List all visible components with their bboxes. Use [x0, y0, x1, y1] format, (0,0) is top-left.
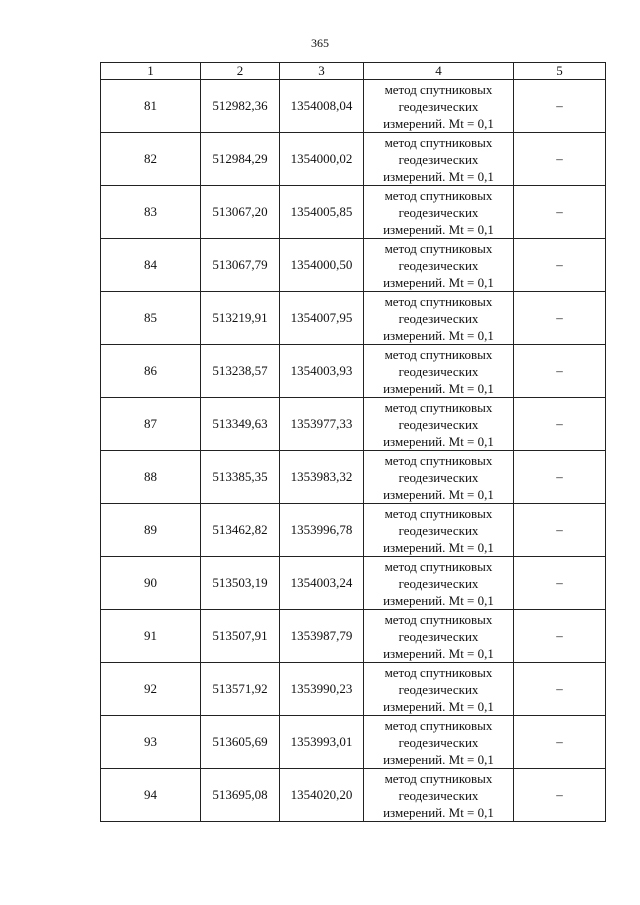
point-number: 90: [101, 557, 201, 610]
method-line-2: геодезических: [398, 257, 479, 273]
table-row: [101, 610, 606, 663]
coord-y: 1354005,85: [280, 186, 364, 239]
coord-x: 513507,91: [201, 610, 280, 663]
method-line-1: метод спутниковых: [384, 399, 493, 415]
method-cell: [364, 769, 514, 822]
table-body: [101, 80, 606, 822]
point-number: 91: [101, 610, 201, 663]
method-line-3: измерений. Mt = 0,1: [383, 168, 494, 184]
method-line-3: измерений. Mt = 0,1: [383, 274, 494, 290]
coord-x: 513385,35: [201, 451, 280, 504]
point-number: 85: [101, 292, 201, 345]
method-cell: [364, 398, 514, 451]
point-number: 86: [101, 345, 201, 398]
col5-value: –: [514, 239, 606, 292]
point-number: 92: [101, 663, 201, 716]
method-line-3: измерений. Mt = 0,1: [383, 221, 494, 237]
col5-value: –: [514, 769, 606, 822]
method-line-2: геодезических: [398, 310, 479, 326]
method-cell: [364, 133, 514, 186]
method-line-3: измерений. Mt = 0,1: [383, 804, 494, 820]
table-row: [101, 769, 606, 822]
table-row: [101, 133, 606, 186]
method-line-1: метод спутниковых: [384, 717, 493, 733]
method-line-3: измерений. Mt = 0,1: [383, 645, 494, 661]
point-number: 88: [101, 451, 201, 504]
coordinates-table: [100, 62, 606, 822]
method-line-2: геодезических: [398, 734, 479, 750]
coord-y: 1354000,02: [280, 133, 364, 186]
method-cell: [364, 504, 514, 557]
col5-value: –: [514, 186, 606, 239]
method-line-3: измерений. Mt = 0,1: [383, 115, 494, 131]
method-cell: [364, 451, 514, 504]
method-line-1: метод спутниковых: [384, 240, 493, 256]
method-line-2: геодезических: [398, 787, 479, 803]
coord-x: 513695,08: [201, 769, 280, 822]
table-header-row: [101, 63, 606, 80]
coord-y: 1353993,01: [280, 716, 364, 769]
method-line-3: измерений. Mt = 0,1: [383, 698, 494, 714]
method-cell: [364, 80, 514, 133]
method-cell: [364, 557, 514, 610]
method-line-1: метод спутниковых: [384, 505, 493, 521]
method-line-2: геодезических: [398, 628, 479, 644]
point-number: 82: [101, 133, 201, 186]
table-row: [101, 451, 606, 504]
method-line-1: метод спутниковых: [384, 664, 493, 680]
point-number: 81: [101, 80, 201, 133]
method-line-1: метод спутниковых: [384, 452, 493, 468]
table-row: [101, 504, 606, 557]
coord-x: 513605,69: [201, 716, 280, 769]
method-line-3: измерений. Mt = 0,1: [383, 592, 494, 608]
coord-y: 1353996,78: [280, 504, 364, 557]
col5-value: –: [514, 133, 606, 186]
coord-x: 513349,63: [201, 398, 280, 451]
coord-x: 513238,57: [201, 345, 280, 398]
col5-value: –: [514, 504, 606, 557]
coord-x: 513067,79: [201, 239, 280, 292]
page-number: 365: [311, 36, 329, 50]
method-line-3: измерений. Mt = 0,1: [383, 751, 494, 767]
coord-y: 1354000,50: [280, 239, 364, 292]
method-line-2: геодезических: [398, 522, 479, 538]
method-line-2: геодезических: [398, 681, 479, 697]
method-cell: [364, 239, 514, 292]
method-cell: [364, 186, 514, 239]
table-row: [101, 345, 606, 398]
point-number: 87: [101, 398, 201, 451]
point-number: 94: [101, 769, 201, 822]
coord-x: 512982,36: [201, 80, 280, 133]
point-number: 89: [101, 504, 201, 557]
coord-y: 1353990,23: [280, 663, 364, 716]
method-line-2: геодезических: [398, 363, 479, 379]
coord-y: 1354020,20: [280, 769, 364, 822]
col5-value: –: [514, 292, 606, 345]
method-cell: [364, 345, 514, 398]
method-line-3: измерений. Mt = 0,1: [383, 486, 494, 502]
method-line-2: геодезических: [398, 151, 479, 167]
table-row: [101, 398, 606, 451]
method-line-1: метод спутниковых: [384, 346, 493, 362]
header-col-3: 3: [280, 63, 364, 80]
method-line-2: геодезических: [398, 98, 479, 114]
coord-y: 1353987,79: [280, 610, 364, 663]
method-line-1: метод спутниковых: [384, 187, 493, 203]
header-col-2: 2: [201, 63, 280, 80]
coord-x: 513571,92: [201, 663, 280, 716]
point-number: 84: [101, 239, 201, 292]
table-row: [101, 239, 606, 292]
table-row: [101, 663, 606, 716]
header-col-4: 4: [364, 63, 514, 80]
method-line-1: метод спутниковых: [384, 81, 493, 97]
table-row: [101, 80, 606, 133]
col5-value: –: [514, 345, 606, 398]
coord-x: 513503,19: [201, 557, 280, 610]
coord-x: 513067,20: [201, 186, 280, 239]
table-row: [101, 557, 606, 610]
col5-value: –: [514, 610, 606, 663]
coord-y: 1354008,04: [280, 80, 364, 133]
coord-y: 1353983,32: [280, 451, 364, 504]
coord-x: 513462,82: [201, 504, 280, 557]
method-line-2: геодезических: [398, 204, 479, 220]
header-col-1: 1: [101, 63, 201, 80]
col5-value: –: [514, 451, 606, 504]
table-row: [101, 292, 606, 345]
method-line-2: геодезических: [398, 575, 479, 591]
col5-value: –: [514, 398, 606, 451]
coord-y: 1354003,93: [280, 345, 364, 398]
method-cell: [364, 663, 514, 716]
col5-value: –: [514, 663, 606, 716]
table-row: [101, 716, 606, 769]
method-line-1: метод спутниковых: [384, 134, 493, 150]
method-cell: [364, 292, 514, 345]
method-line-2: геодезических: [398, 416, 479, 432]
coord-y: 1353977,33: [280, 398, 364, 451]
method-line-3: измерений. Mt = 0,1: [383, 380, 494, 396]
coord-y: 1354003,24: [280, 557, 364, 610]
method-cell: [364, 610, 514, 663]
method-line-3: измерений. Mt = 0,1: [383, 327, 494, 343]
col5-value: –: [514, 557, 606, 610]
method-line-1: метод спутниковых: [384, 558, 493, 574]
col5-value: –: [514, 80, 606, 133]
point-number: 83: [101, 186, 201, 239]
method-line-1: метод спутниковых: [384, 611, 493, 627]
method-line-2: геодезических: [398, 469, 479, 485]
method-line-1: метод спутниковых: [384, 293, 493, 309]
method-line-1: метод спутниковых: [384, 770, 493, 786]
method-line-3: измерений. Mt = 0,1: [383, 539, 494, 555]
header-col-5: 5: [514, 63, 606, 80]
method-cell: [364, 716, 514, 769]
coord-y: 1354007,95: [280, 292, 364, 345]
method-line-3: измерений. Mt = 0,1: [383, 433, 494, 449]
coord-x: 512984,29: [201, 133, 280, 186]
coord-x: 513219,91: [201, 292, 280, 345]
col5-value: –: [514, 716, 606, 769]
table-row: [101, 186, 606, 239]
point-number: 93: [101, 716, 201, 769]
